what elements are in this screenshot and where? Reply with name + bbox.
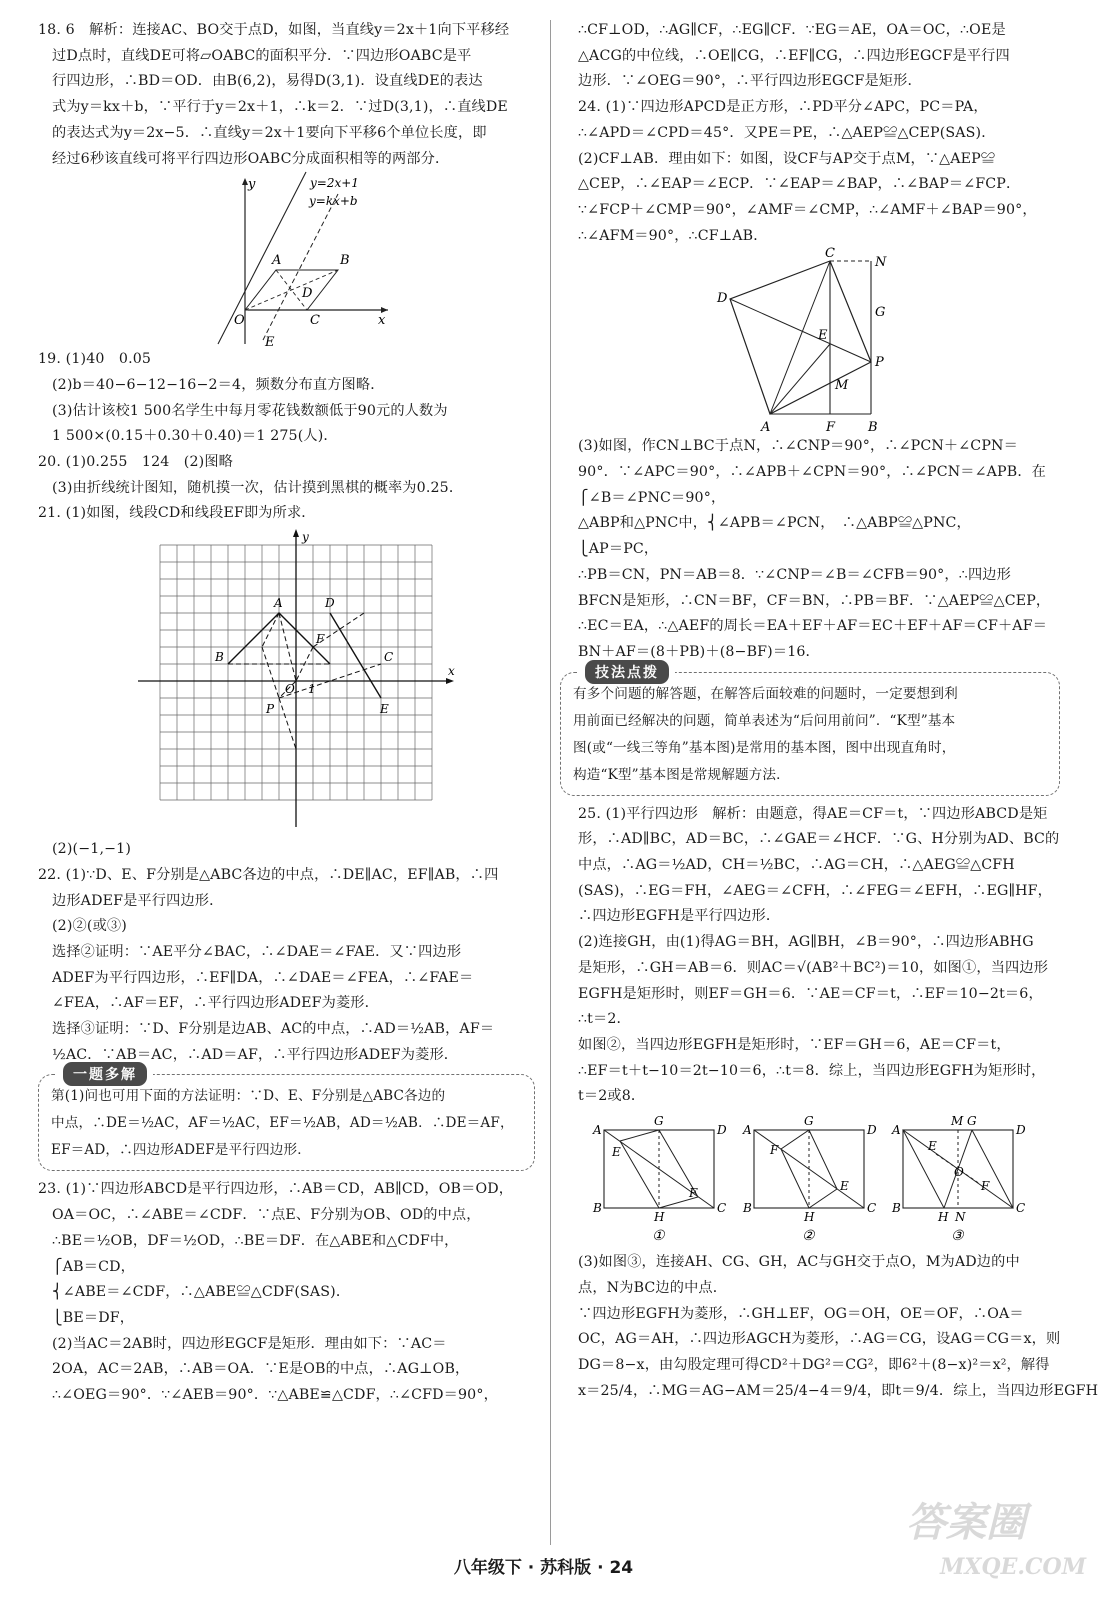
q20-line: 20. (1)0.255 124 (2)图略	[38, 454, 234, 471]
label-y: y	[302, 530, 309, 545]
label-C: C	[867, 1201, 877, 1216]
label-x: x	[378, 313, 386, 329]
technique-tip-box	[560, 664, 1060, 796]
watermark-logo	[900, 1486, 1087, 1586]
q20-line: (3)由折线统计图知，随机摸一次，估计摸到黑棋的概率为0.25．	[52, 479, 464, 496]
q23-line: 2OA，AC＝2AB，∴AB＝OA．∵E是OB的中点，∴AG⊥OB，	[52, 1361, 470, 1378]
label-eq2: y=kx+b	[309, 194, 358, 209]
caption-3: ③	[951, 1228, 964, 1245]
label-A: A	[892, 1123, 901, 1138]
column-divider	[550, 20, 551, 1545]
q25-line: 点，N为BC边的中点．	[578, 1279, 728, 1296]
q24-line: ∵∠FCP＋∠CMP＝90°，∠AMF＝∠CMP，∴∠AMF＋∠BAP＝90°，	[578, 201, 1037, 218]
q23-line: ⎨∠ABE＝∠CDF，∴△ABE≌△CDF(SAS)．	[52, 1284, 351, 1301]
q22-line: ½AC．∵AB＝AC，∴AD＝AF，∴平行四边形ADEF为菱形．	[52, 1046, 459, 1063]
label-A: A	[593, 1123, 602, 1138]
label-D: D	[302, 286, 313, 302]
q23c-block	[578, 18, 1054, 95]
label-x: x	[448, 664, 455, 679]
watermark-url: MXQE.COM	[940, 1554, 1087, 1580]
label-A: A	[272, 253, 282, 269]
q22-line: 选择③证明：∵D、F分别是边AB、AC的中点，∴AD＝½AB，AF＝	[52, 1021, 495, 1038]
label-C: C	[825, 246, 835, 262]
label-D: D	[325, 596, 335, 611]
q19-block	[38, 347, 535, 450]
q18-line: 式为y＝kx＋b，∵平行于y＝2x＋1，∴k＝2．∵过D(3,1)，∴直线DE	[52, 99, 508, 116]
q18-block	[38, 18, 535, 172]
q21b-block	[38, 837, 535, 863]
technique-tip-title	[579, 660, 675, 684]
left-column	[38, 18, 535, 1409]
label-F: F	[770, 1143, 779, 1158]
label-A: A	[761, 420, 771, 436]
q23-line: △ACG的中位线，∴OE∥CG，∴EF∥CG，∴四边形EGCF是平行四	[578, 47, 1010, 64]
caption-1: ①	[652, 1228, 665, 1245]
q24-line: (3)如图，作CN⊥BC于点N，∴∠CNP＝90°，∴∠PCN＋∠CPN＝	[578, 438, 1018, 455]
q25c-block	[578, 1250, 1098, 1404]
q25-line: 25. (1)平行四边形 解析：由题意，得AE＝CF＝t，∵四边形ABCD是矩	[578, 805, 1048, 822]
label-unit: 1	[308, 682, 316, 697]
label-O: O	[234, 313, 245, 329]
q25-block	[578, 802, 1060, 1110]
q23-line: (2)当AC＝2AB时，四边形EGCF是矩形．理由如下：∵AC＝	[52, 1335, 447, 1352]
label-N: N	[875, 255, 887, 271]
q22-line: 选择②证明：∵AE平分∠BAC，∴∠DAE＝∠FAE．又∵四边形	[52, 943, 462, 960]
q25-line: ∴EF＝t＋t−10＝2t−10＝6，∴t＝8．综上，当四边形EGFH为矩形时，	[578, 1062, 1046, 1079]
q24-line: ∴∠AFM＝90°，∴CF⊥AB．	[578, 227, 768, 244]
q22-line: (2)②(或③)	[52, 918, 127, 935]
label-A: A	[743, 1123, 752, 1138]
multi-solution-label: 一题多解	[63, 1062, 147, 1086]
label-A: A	[274, 596, 283, 611]
label-H: H	[938, 1210, 949, 1225]
figure-q18	[38, 172, 535, 351]
q25-line: ∴t＝2．	[578, 1011, 631, 1028]
q23-line: 23. (1)∵四边形ABCD是平行四边形，∴AB＝CD，AB∥CD，OB＝OD，	[38, 1181, 514, 1198]
label-C: C	[1016, 1201, 1026, 1216]
watermark-text: 答案圈	[906, 1499, 1026, 1546]
q23-line: ∴CF⊥OD，∴AG∥CF，∴EG∥CF．∵EG＝AE，OA＝OC，∴OE是	[578, 22, 1006, 38]
q21-block	[38, 501, 535, 527]
q24-line: BN＋AF＝(8＋PB)＋(8−BF)＝16．	[578, 643, 820, 660]
q22-line: ADEF为平行四边形，∴EF∥DA，∴∠DAE＝∠FEA，∴∠FAE＝	[52, 969, 474, 986]
q23-line: ∴BE＝½OB，DF＝½OD，∴BE＝DF．在△ABE和△CDF中，	[52, 1232, 459, 1249]
label-D: D	[867, 1123, 877, 1138]
q23-line: 边形．∵∠OEG＝90°，∴平行四边形EGCF是矩形．	[578, 73, 922, 90]
label-F: F	[981, 1179, 990, 1194]
label-E: E	[612, 1145, 621, 1160]
label-D: D	[717, 291, 728, 307]
rect-figure-1	[592, 1114, 727, 1244]
caption-2: ②	[802, 1228, 815, 1245]
q25-line: OC，AG＝AH，∴四边形AGCH为菱形，∴AG＝CG，设AG＝CG＝x，则	[578, 1331, 1061, 1348]
q18-line: 过D点时，直线DE可将▱OABC的面积平分．∵四边形OABC是平	[52, 47, 472, 64]
q25-line: 是矩形，∴GH＝AB＝6．则AC＝√(AB²＋BC²)＝10，如图①，当四边形	[578, 959, 1049, 976]
q24-line: ∴∠APD＝∠CPD＝45°．又PE＝PE，∴△AEP≌△CEP(SAS)．	[578, 124, 996, 141]
q25-line: 中点，∴AG＝½AD，CH＝½BC，∴AG＝CH，∴△AEG≌△CFH	[578, 857, 1015, 874]
q23-line: ⎧AB＝CD，	[52, 1258, 135, 1275]
label-B: B	[593, 1201, 602, 1216]
q25-line: (SAS)，∴EG＝FH，∠AEG＝∠CFH，∴∠FEG＝∠EFH，∴EG∥HF，	[578, 882, 1052, 899]
q18-line: 18. 6 解析：连接AC、BO交于点D，如图，当直线y＝2x＋1向下平移经	[38, 22, 510, 38]
q25-line: ∵四边形EGFH为菱形，∴GH⊥EF，OG＝OH，OE＝OF，∴OA＝	[578, 1305, 1024, 1322]
label-O: O	[285, 682, 295, 697]
label-F: F	[689, 1186, 698, 1201]
q24c-block	[578, 434, 1054, 665]
q24-line: △ABP和△PNC中，⎨∠APB＝∠PCN， ∴△ABP≌△PNC，	[578, 515, 971, 532]
q25-line: EGFH是矩形时，则EF＝GH＝6．∵AE＝CF＝t，∴EF＝10−2t＝6，	[578, 985, 1043, 1002]
tip-line: 中点，∴DE＝½AC，AF＝½AC，EF＝½AB，AD＝½AB．∴DE＝AF，	[51, 1115, 514, 1132]
label-B: B	[743, 1201, 752, 1216]
page-footer: 八年级下 · 苏科版 · 24	[453, 1558, 634, 1578]
label-G: G	[804, 1114, 814, 1129]
multi-solution-box	[38, 1067, 535, 1171]
q19-line: (3)估计该校1 500名学生中每月零花钱数额低于90元的人数为	[52, 402, 448, 419]
label-E: E	[928, 1139, 937, 1154]
q22-line: ∠FEA，∴AF＝EF，∴平行四边形ADEF为菱形．	[52, 995, 379, 1012]
q23-block	[38, 1177, 535, 1408]
q22-line: 边形ADEF是平行四边形．	[52, 892, 224, 909]
label-F: F	[826, 420, 836, 436]
q19-line: (2)b＝40−6−12−16−2＝4，频数分布直方图略．	[52, 376, 385, 393]
q25-line: 形，∴AD∥BC，AD＝BC，∴∠GAE＝∠HCF．∵G、H分别为AD、BC的	[578, 831, 1060, 848]
label-y: y	[248, 177, 256, 193]
q19-line: 19. (1)40 0.05	[38, 351, 152, 368]
label-C: C	[384, 650, 394, 665]
tip-line: 构造“K型”基本图是常规解题方法．	[573, 766, 790, 783]
q23-line: ⎩BE＝DF，	[52, 1309, 135, 1326]
label-P: P	[266, 702, 275, 717]
label-E: E	[380, 702, 389, 717]
q24-line: ⎩AP＝PC，	[578, 541, 659, 558]
label-D: D	[717, 1123, 727, 1138]
q18-line: 的表达式为y＝2x−5．∴直线y＝2x＋1要向下平移6个单位长度，即	[52, 124, 487, 141]
q25-line: t＝2或8．	[578, 1088, 646, 1105]
q24-line: 90°．∵∠APC＝90°，∴∠APB＋∠CPN＝90°，∴∠PCN＝∠APB．在	[578, 464, 1046, 481]
label-B: B	[215, 650, 224, 665]
label-E: E	[818, 328, 828, 344]
label-C: C	[310, 313, 320, 329]
q24-line: ∴PB＝CN，PN＝AB＝8．∵∠CNP＝∠B＝∠CFB＝90°，∴四边形	[578, 566, 1011, 583]
label-E: E	[840, 1179, 849, 1194]
figure-q24	[578, 246, 1054, 436]
figure-q21-grid	[38, 527, 535, 837]
label-B: B	[868, 420, 878, 436]
q18-line: 行四边形，∴BD＝OD．由B(6,2)，易得D(3,1)．设直线DE的表达	[52, 73, 483, 90]
q22-line: 22. (1)∵D、E、F分别是△ABC各边的中点，∴DE∥AC，EF∥AB，∴四	[38, 866, 499, 883]
label-D: D	[1016, 1123, 1026, 1138]
label-B: B	[892, 1201, 901, 1216]
q24-line: △CEP，∴∠EAP＝∠ECP．∵∠EAP＝∠BAP，∴∠BAP＝∠FCP．	[578, 176, 1021, 193]
q19-line: 1 500×(0.15＋0.30＋0.40)＝1 275(人)．	[52, 428, 338, 445]
q25-line: (2)连接GH，由(1)得AG＝BH，AG∥BH，∠B＝90°，∴四边形ABHG	[578, 934, 1034, 951]
label-P: P	[875, 355, 884, 371]
rect-figure-2	[742, 1114, 877, 1244]
q22-block	[38, 863, 535, 1069]
tip-line: 第(1)问也可用下面的方法证明：∵D、E、F分别是△ABC各边的	[51, 1088, 446, 1105]
q23-line: ∴∠OEG＝90°．∵∠AEB＝90°．∵△ABE≌△CDF，∴∠CFD＝90°，	[52, 1387, 498, 1404]
q20-block	[38, 450, 535, 501]
q23-line: OA＝OC，∴∠ABE＝∠CDF．∵点E、F分别为OB、OD的中点，	[52, 1207, 481, 1224]
rect-figure-3	[891, 1114, 1026, 1244]
q24-line: ∴EC＝EA，∴△AEF的周长＝EA＋EF＋AF＝EC＋EF＋AF＝CF＋AF＝	[578, 618, 1048, 635]
label-C: C	[717, 1201, 727, 1216]
q25-line: ∴四边形EGFH是平行四边形．	[578, 908, 781, 925]
label-H: H	[654, 1210, 665, 1225]
label-M: M	[835, 378, 849, 394]
q24-line: (2)CF⊥AB．理由如下：如图，设CF与AP交于点M，∵△AEP≌	[578, 150, 996, 167]
label-G: G	[967, 1114, 977, 1129]
q25-line: x＝25/4，∴MG＝AG−AM＝25/4−4＝9/4，即t＝9/4．综上，当四边形EGFH	[578, 1382, 1098, 1399]
q21-line: 21. (1)如图，线段CD和线段EF即为所求．	[38, 505, 316, 522]
label-B: B	[340, 253, 350, 269]
q25-line: (3)如图③，连接AH、CG、GH，AC与GH交于点O，M为AD边的中	[578, 1254, 1020, 1271]
q24-block	[578, 95, 1054, 249]
q25-line: 如图②，当四边形EGFH是矩形时，∵EF＝GH＝6，AE＝CF＝t，	[578, 1036, 1011, 1053]
label-G: G	[654, 1114, 664, 1129]
tip-line: EF＝AD，∴四边形ADEF是平行四边形．	[51, 1142, 312, 1159]
technique-tip-label: 技法点拨	[585, 660, 669, 684]
multi-solution-title	[57, 1062, 153, 1086]
label-O: O	[954, 1165, 964, 1180]
tip-line: 图(或“一线三等角”基本图)是常用的基本图，图中出现直角时，	[573, 739, 956, 756]
figure-q25-three-rectangles	[578, 1110, 1054, 1250]
right-column	[573, 18, 1098, 1404]
label-E: E	[265, 335, 275, 351]
label-H: H	[804, 1210, 815, 1225]
label-F: F	[316, 632, 325, 647]
q24-line: 24. (1)∵四边形APCD是正方形，∴PD平分∠APC，PC＝PA，	[578, 99, 988, 116]
q25-line: DG＝8−x，由勾股定理可得CD²＋DG²＝CG²，即6²＋(8−x)²＝x²，解得	[578, 1356, 1050, 1373]
q24-line: BFCN是矩形，∴CN＝BF，CF＝BN，∴PB＝BF．∵△AEP≌△CEP，	[578, 592, 1051, 609]
tip-line: 有多个问题的解答题，在解答后面较难的问题时，一定要想到利	[573, 685, 958, 702]
q24-line: ⎧∠B＝∠PNC＝90°，	[578, 489, 726, 506]
label-eq1: y=2x+1	[310, 176, 359, 191]
label-N: N	[955, 1210, 966, 1225]
tip-line: 用前面已经解决的问题，简单表述为“后问用前问”．“K型”基本	[573, 712, 956, 729]
q21-line: (2)(−1,−1)	[52, 841, 132, 858]
q18-line: 经过6秒该直线可将平行四边形OABC分成面积相等的两部分．	[52, 150, 450, 167]
label-G: G	[875, 305, 886, 321]
label-M: M	[951, 1114, 964, 1129]
